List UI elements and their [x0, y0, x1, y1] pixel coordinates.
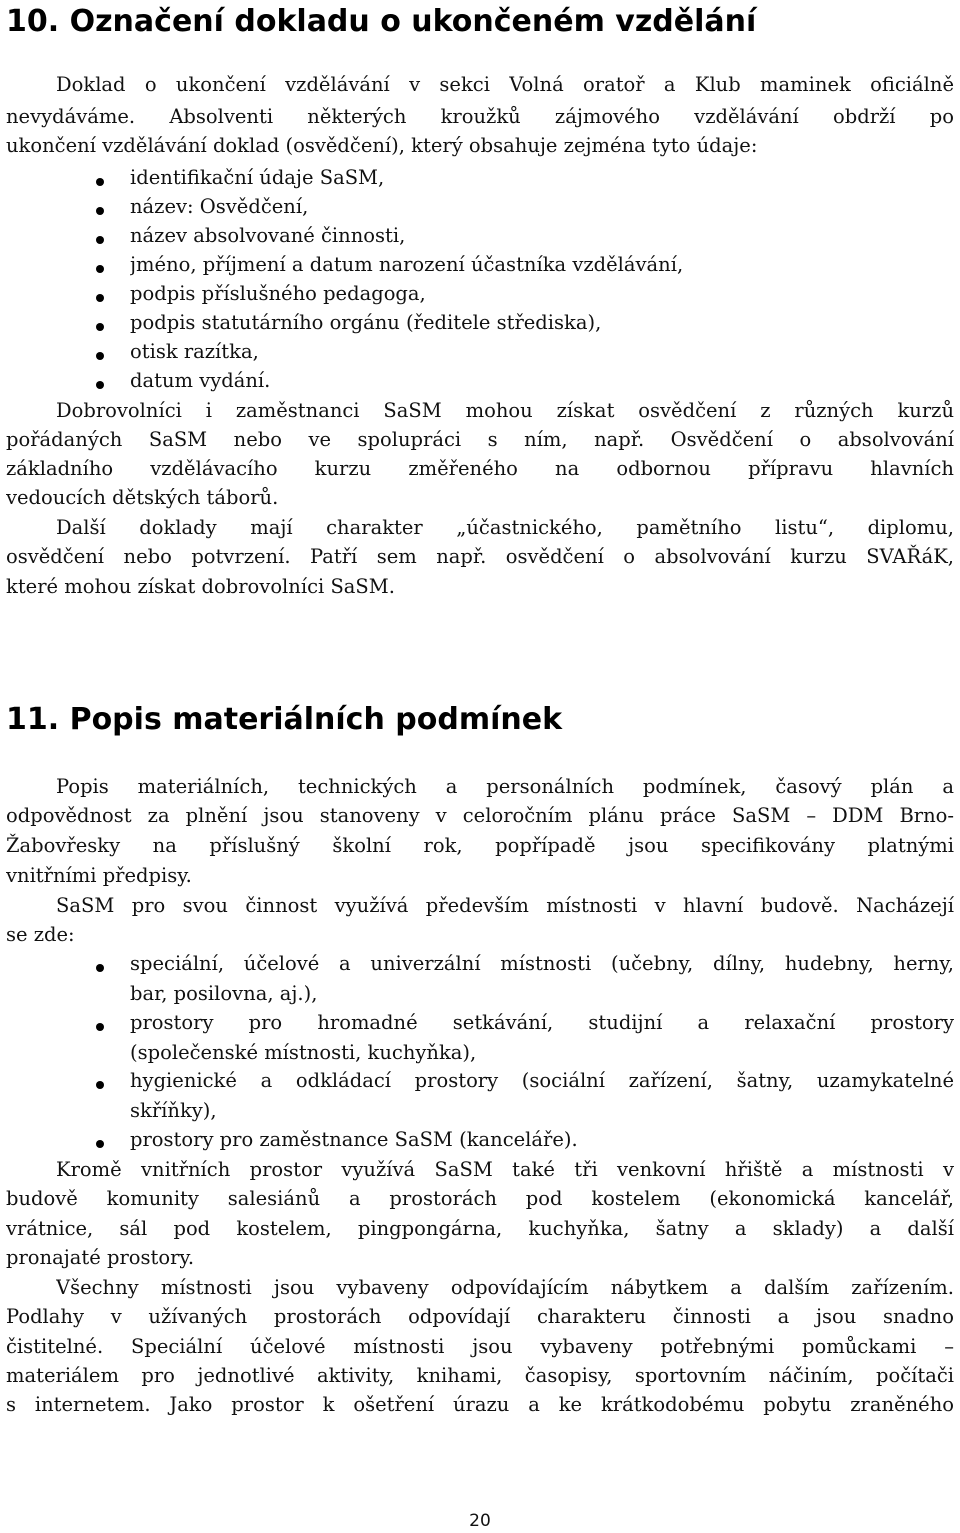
paragraph-line: odpovědnost za plnění jsou stanoveny v celoročním plánu práce SaSM – DDM Brno-: [6, 804, 954, 827]
paragraph-line: vnitřními předpisy.: [6, 864, 192, 887]
paragraph-line: Podlahy v užívaných prostorách odpovídají charakteru činnosti a jsou snadno: [6, 1305, 954, 1328]
paragraph-line: ukončení vzdělávání doklad (osvědčení), který obsahuje zejména tyto údaje:: [6, 134, 758, 157]
list-item: podpis statutárního orgánu (ředitele střediska),: [130, 311, 602, 334]
bullet-icon: [96, 1140, 104, 1148]
paragraph-line: budově komunity salesiánů a prostorách pod kostelem (ekonomická kancelář,: [6, 1187, 954, 1210]
bullet-icon: [96, 178, 104, 186]
paragraph-line: které mohou získat dobrovolníci SaSM.: [6, 575, 395, 598]
bullet-icon: [96, 323, 104, 331]
paragraph-line: základního vzdělávacího kurzu změřeného na odbornou přípravu hlavních: [6, 457, 954, 480]
page-number: 20: [469, 1511, 491, 1531]
paragraph-line: Další doklady mají charakter „účastnického, pamětního listu“, diplomu,: [56, 516, 954, 539]
paragraph-line: čistitelné. Speciální účelové místnosti jsou vybaveny potřebnými pomůckami –: [6, 1335, 954, 1358]
list-item: prostory pro hromadné setkávání, studijní a relaxační prostory: [130, 1011, 954, 1034]
bullet-icon: [96, 294, 104, 302]
list-item: otisk razítka,: [130, 340, 259, 363]
list-item: název: Osvědčení,: [130, 195, 309, 218]
paragraph-line: s internetem. Jako prostor k ošetření úrazu a ke krátkodobému pobytu zraněného: [6, 1393, 954, 1416]
list-item: jméno, příjmení a datum narození účastníka vzdělávání,: [130, 253, 684, 276]
paragraph-line: Kromě vnitřních prostor využívá SaSM také tři venkovní hřiště a místnosti v: [56, 1158, 954, 1181]
section-11-heading: 11. Popis materiálních podmínek: [6, 702, 563, 737]
paragraph-line: pořádaných SaSM nebo ve spolupráci s ním, např. Osvědčení o absolvování: [6, 428, 954, 451]
paragraph-line: pronajaté prostory.: [6, 1246, 195, 1269]
list-item: datum vydání.: [130, 369, 271, 392]
paragraph-line: Dobrovolníci i zaměstnanci SaSM mohou získat osvědčení z různých kurzů: [56, 399, 954, 422]
list-item-continuation: skříňky),: [130, 1099, 217, 1122]
paragraph-line: Doklad o ukončení vzdělávání v sekci Volná oratoř a Klub maminek oficiálně: [56, 73, 954, 96]
paragraph-line: Žabovřesky na příslušný školní rok, popřípadě jsou specifikovány platnými: [6, 834, 954, 857]
bullet-icon: [96, 207, 104, 215]
list-item-continuation: (společenské místnosti, kuchyňka),: [130, 1041, 477, 1064]
paragraph-line: Popis materiálních, technických a personálních podmínek, časový plán a: [56, 775, 954, 798]
bullet-icon: [96, 381, 104, 389]
list-item: hygienické a odkládací prostory (sociální zařízení, šatny, uzamykatelné: [130, 1069, 954, 1092]
paragraph-line: nevydáváme. Absolventi některých kroužků zájmového vzdělávání obdrží po: [6, 105, 954, 128]
paragraph-line: se zde:: [6, 923, 75, 946]
bullet-icon: [96, 236, 104, 244]
bullet-icon: [96, 1081, 104, 1089]
paragraph-line: osvědčení nebo potvrzení. Patří sem např. osvědčení o absolvování kurzu SVAŘáK,: [6, 545, 954, 568]
bullet-icon: [96, 964, 104, 972]
list-item-continuation: bar, posilovna, aj.),: [130, 982, 318, 1005]
paragraph-line: SaSM pro svou činnost využívá především místnosti v hlavní budově. Nacházejí: [56, 894, 954, 917]
paragraph-line: vrátnice, sál pod kostelem, pingpongárna, kuchyňka, šatny a sklady) a další: [6, 1217, 954, 1240]
paragraph-line: Všechny místnosti jsou vybaveny odpovídajícím nábytkem a dalším zařízením.: [56, 1276, 954, 1299]
list-item: název absolvované činnosti,: [130, 224, 406, 247]
list-item: identifikační údaje SaSM,: [130, 166, 385, 189]
list-item: speciální, účelové a univerzální místnosti (učebny, dílny, hudebny, herny,: [130, 952, 954, 975]
bullet-icon: [96, 352, 104, 360]
list-item: prostory pro zaměstnance SaSM (kanceláře).: [130, 1128, 578, 1151]
list-item: podpis příslušného pedagoga,: [130, 282, 426, 305]
bullet-icon: [96, 1023, 104, 1031]
section-10-heading: 10. Označení dokladu o ukončeném vzdělání: [6, 4, 757, 39]
paragraph-line: materiálem pro jednotlivé aktivity, knihami, časopisy, sportovním náčiním, počítači: [6, 1364, 954, 1387]
bullet-icon: [96, 265, 104, 273]
paragraph-line: vedoucích dětských táborů.: [6, 486, 279, 509]
